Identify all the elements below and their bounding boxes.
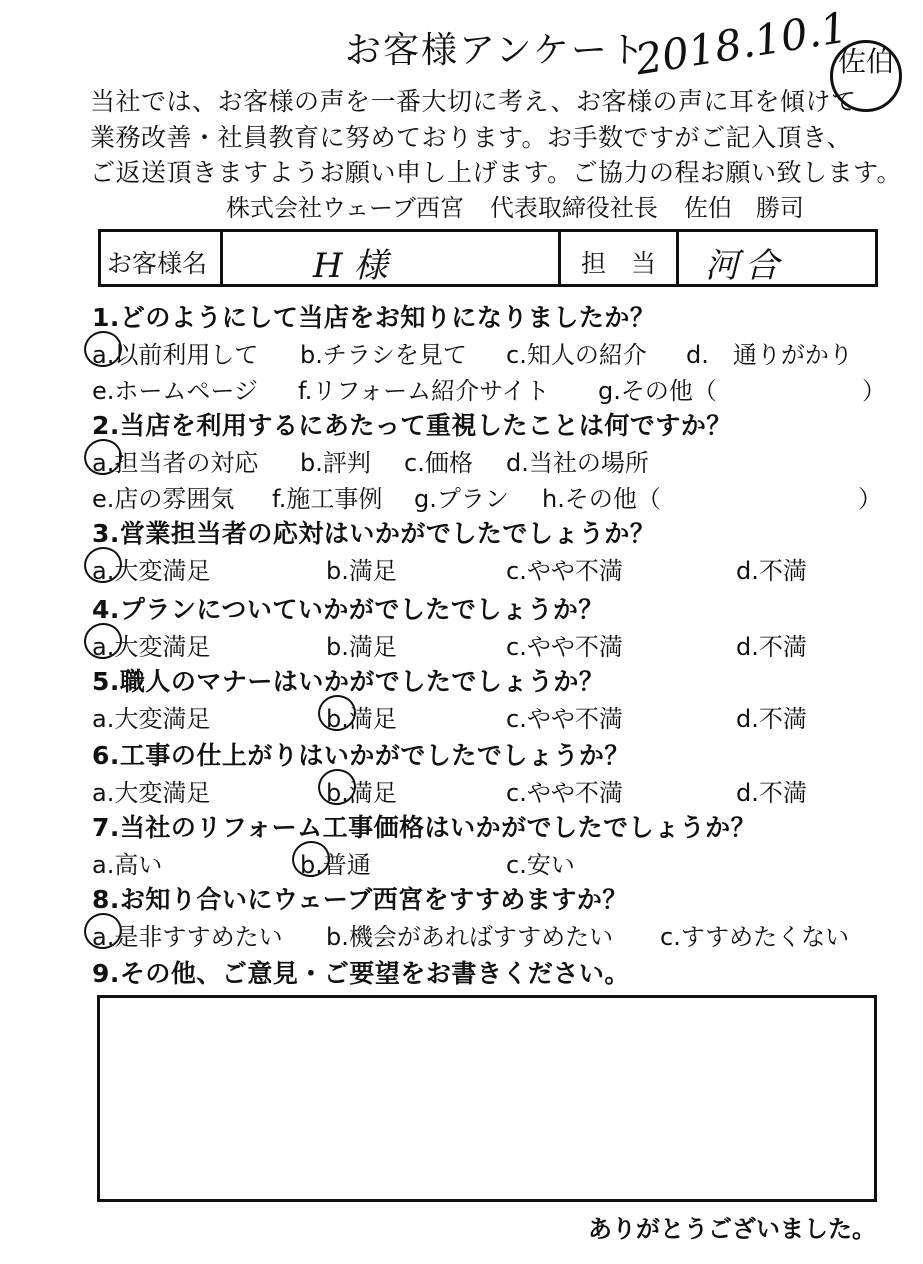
- q4-option[interactable]: a.大変満足: [92, 633, 211, 661]
- question-3: 3.営業担当者の応対はいかがでしたでしょうか？: [92, 519, 656, 548]
- q3-option[interactable]: c.やや不満: [506, 557, 623, 585]
- customer-name-cell[interactable]: [223, 232, 561, 284]
- intro-line-2: 業務改善・社員教育に努めております。お手数ですがご記入頂き、: [90, 123, 853, 152]
- q2-option[interactable]: g.プラン: [414, 485, 509, 513]
- q1-option[interactable]: d. 通りがかり: [686, 341, 853, 369]
- president-position: 代表取締役社長: [489, 194, 658, 222]
- handwritten-date: 2018.10.1: [632, 2, 851, 85]
- q5-option[interactable]: a.大変満足: [92, 705, 211, 733]
- survey-title: お客様アンケート: [345, 30, 647, 71]
- q6-option[interactable]: a.大変満足: [92, 779, 211, 807]
- q2-option[interactable]: c.価格: [404, 449, 473, 477]
- q5-option[interactable]: b.満足: [326, 705, 397, 733]
- question-6: 6.工事の仕上がりはいかがでしたでしょうか？: [92, 741, 630, 770]
- q7-option[interactable]: c.安い: [506, 851, 575, 879]
- q1-option[interactable]: e.ホームページ: [92, 377, 258, 405]
- intro-line-3: ご返送頂きますようお願い申し上げます。ご協力の程お願い致します。: [90, 158, 903, 187]
- q2-option[interactable]: f.施工事例: [272, 485, 383, 513]
- thanks-message: ありがとうございました。: [588, 1215, 876, 1243]
- staff-name-cell[interactable]: [679, 232, 875, 284]
- q6-option[interactable]: c.やや不満: [506, 779, 623, 807]
- staff-label-cell: [561, 232, 679, 284]
- q5-option[interactable]: c.やや不満: [506, 705, 623, 733]
- customer-info-box: [98, 229, 878, 287]
- q2-option[interactable]: e.店の雰囲気: [92, 485, 235, 513]
- q2-option[interactable]: a.担当者の対応: [92, 449, 259, 477]
- q2-option[interactable]: d.当社の場所: [506, 449, 649, 477]
- question-5: 5.職人のマナーはいかがでしたでしょうか？: [92, 667, 605, 696]
- q1-option[interactable]: f.リフォーム紹介サイト: [298, 377, 550, 405]
- q4-option[interactable]: c.やや不満: [506, 633, 623, 661]
- comment-box[interactable]: [97, 995, 877, 1202]
- staff-label: 担 当: [581, 249, 657, 278]
- q2-option[interactable]: h.その他（: [542, 485, 661, 513]
- q3-option[interactable]: b.満足: [326, 557, 397, 585]
- q6-option[interactable]: b.満足: [326, 779, 397, 807]
- q5-option[interactable]: d.不満: [736, 705, 807, 733]
- question-7: 7.当社のリフォーム工事価格はいかがでしたでしょうか？: [92, 813, 757, 842]
- q7-option[interactable]: a.高い: [92, 851, 163, 879]
- q1-option[interactable]: a.以前利用して: [92, 341, 259, 369]
- intro-line-1: 当社では、お客様の声を一番大切に考え、お客様の声に耳を傾けて: [90, 87, 857, 116]
- q8-option[interactable]: c.すすめたくない: [660, 923, 850, 951]
- president-name: 佐伯 勝司: [683, 194, 804, 222]
- seal-stamp: [830, 40, 902, 112]
- q8-option[interactable]: a.是非すすめたい: [92, 923, 283, 951]
- q7-option[interactable]: b.普通: [300, 851, 371, 879]
- q1-option[interactable]: b.チラシを見て: [300, 341, 467, 369]
- customer-label-cell: [101, 232, 223, 284]
- q1-option[interactable]: c.知人の紹介: [506, 341, 647, 369]
- signature-line: [226, 188, 830, 223]
- question-4: 4.プランについていかがでしたでしょうか？: [92, 595, 604, 624]
- customer-label: お客様名: [107, 249, 208, 278]
- q2-option[interactable]: b.評判: [300, 449, 371, 477]
- question-8: 8.お知り合いにウェーブ西宮をすすめますか？: [92, 885, 628, 914]
- seal-stamp-text: 佐伯: [837, 45, 894, 78]
- q6-option[interactable]: d.不満: [736, 779, 807, 807]
- question-1: 1.どのようにして当店をお知りになりましたか？: [92, 303, 656, 332]
- q1-option[interactable]: g.その他（: [598, 377, 717, 405]
- question-9: 9.その他、ご意見・ご要望をお書きください。: [92, 959, 630, 988]
- company-name: 株式会社ウェーブ西宮: [226, 194, 464, 222]
- q4-option[interactable]: d.不満: [736, 633, 807, 661]
- q3-option[interactable]: d.不満: [736, 557, 807, 585]
- q1-option[interactable]: ）: [862, 377, 886, 405]
- q3-option[interactable]: a.大変満足: [92, 557, 211, 585]
- customer-name-value: H 様: [313, 246, 388, 286]
- q8-option[interactable]: b.機会があればすすめたい: [326, 923, 614, 951]
- q2-option[interactable]: ）: [858, 485, 882, 513]
- question-2: 2.当店を利用するにあたって重視したことは何ですか？: [92, 411, 732, 440]
- staff-name-value: 河合: [705, 246, 785, 286]
- q4-option[interactable]: b.満足: [326, 633, 397, 661]
